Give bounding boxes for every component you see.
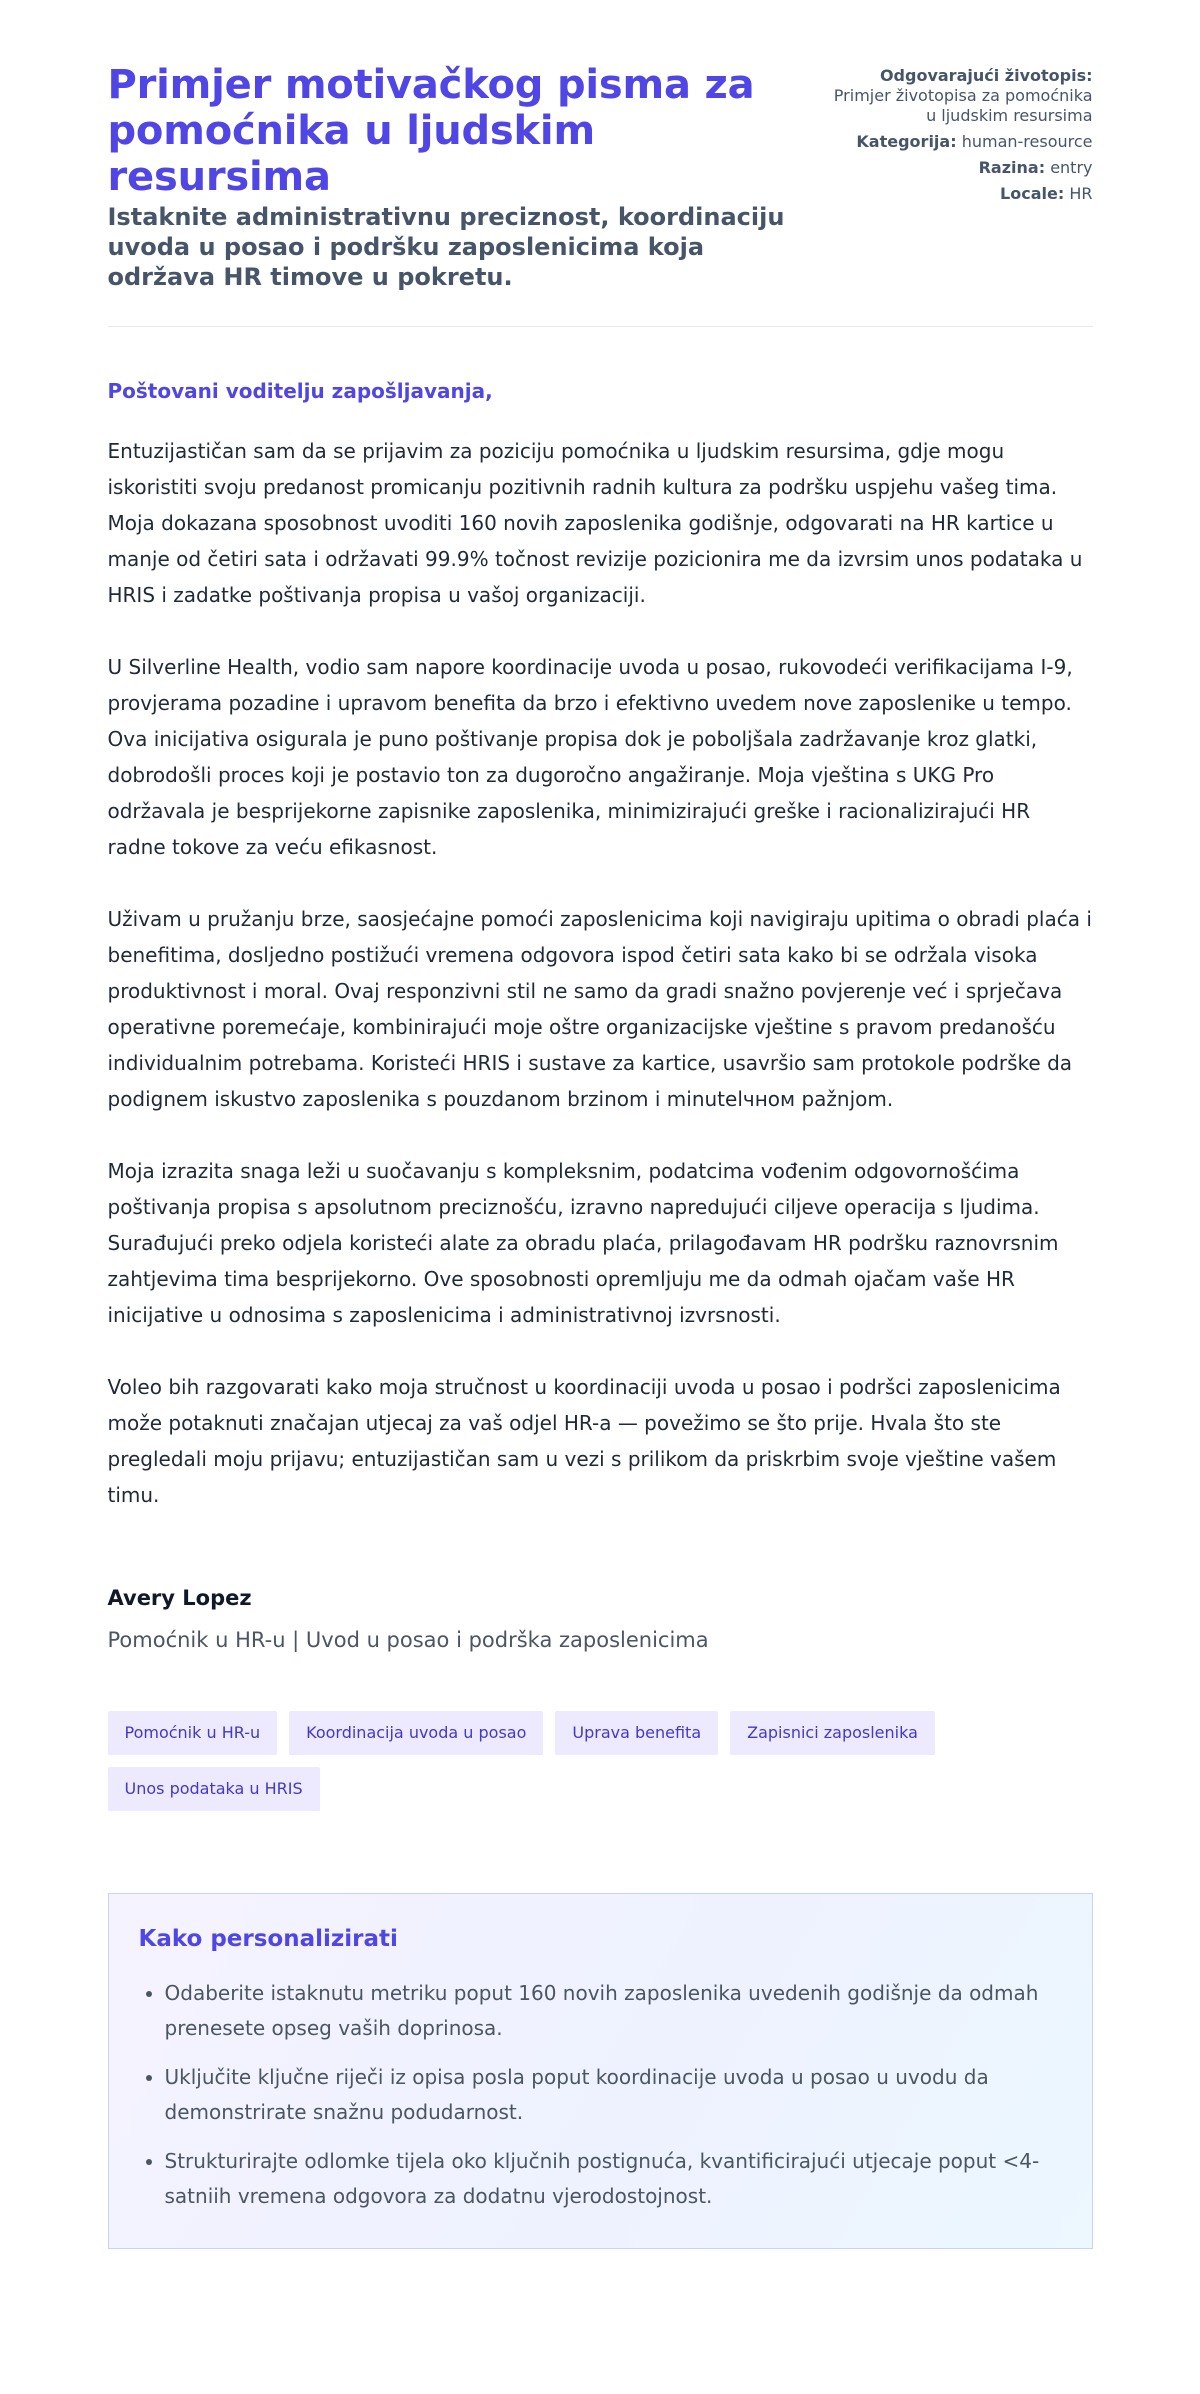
- skill-tag[interactable]: Unos podataka u HRIS: [108, 1767, 320, 1811]
- page-subtitle: Istaknite administrativnu preciznost, koordinaciju uvoda u posao i podršku zaposlenicima koja održava HR timove u pokretu.: [107, 203, 785, 291]
- letter-salutation: Poštovani voditelju zapošljavanja,: [107, 379, 493, 403]
- meta-locale-label: Locale:: [1000, 184, 1065, 203]
- meta-category-value: human-resource: [961, 132, 1093, 151]
- tips-title: Kako personalizirati: [138, 1926, 398, 1952]
- letter-paragraph: U Silverline Health, vodio sam napore koordinacije uvoda u posao, rukovodeći verifikacijama I-9, provjerama pozadine i upravom benefita da brzo i efektivno uvedem nove zaposlenike u tempo. Ova inicijativa osigurala je puno poštivanje propisa dok je poboljšala zadržavanje kroz glatki, dobrodošli proces koji je postavio ton za dugoročno angažiranje. Moja vještina s UKG Pro održavala je besprijekorne zapisnike zaposlenika, minimizirajući greške i racionalizirajući HR radne tokove za veću efikasnost.: [107, 655, 1073, 859]
- meta-level-value: entry: [1050, 158, 1093, 177]
- meta-category-label: Kategorija:: [856, 132, 957, 151]
- tips-item: • Strukturirajte odlomke tijela oko ključnih postignuća, kvantificirajući utjecaje poput <4-satniih vremena odgovora za dodatnu vjerodostojnost.: [165, 2144, 1062, 2214]
- letter-paragraph: Moja izrazita snaga leži u suočavanju s kompleksnim, podatcima vođenim odgovornošćima poštivanja propisa s apsolutnom preciznošću, izravno napredujući ciljeve operacija s ljudima. Surađujući preko odjela koristeći alate za obradu plaća, prilagođavam HR podršku raznovrsnim zahtjevima tima besprijekorno. Ove sposobnosti opremljuju me da odmah ojačam vaše HR inicijative u odnosima s zaposlenicima i administrativnoj izvrsnosti.: [107, 1159, 1059, 1327]
- meta-resume-link[interactable]: Primjer životopisa za pomoćnika u ljudskim resursima: [833, 86, 1093, 125]
- letter-paragraph: Uživam u pružanju brze, saosjećajne pomoći zaposlenicima koji navigiraju upitima o obradi plaća i benefitima, dosljedno postižući vremena odgovora ispod četiri sata kako bi se održala visoka produktivnost i moral. Ovaj responzivni stil ne samo da gradi snažno povjerenje već i sprječava operativne poremećaje, kombinirajući moje oštre organizacijske vještine s pravom predanošću individualnim potrebama. Koristeći HRIS i sustave za kartice, usavršio sam protokole podrške da podignem iskustvo zaposlenika s pouzdanom brzinom i minutelчном pažnjom.: [107, 907, 1092, 1111]
- meta-level: [833, 158, 1093, 178]
- skill-tag[interactable]: Pomoćnik u HR-u: [108, 1711, 278, 1755]
- skill-tag[interactable]: Uprava benefita: [555, 1711, 718, 1755]
- page-title: Primjer motivačkog pisma za pomoćnika u ljudskim resursima: [107, 62, 755, 200]
- meta-panel: [833, 62, 1093, 210]
- personalize-tips-box: [108, 1893, 1093, 2249]
- page-header: [108, 62, 1093, 327]
- meta-locale-value: HR: [1069, 184, 1093, 203]
- letter-paragraph: Entuzijastičan sam da se prijavim za poziciju pomoćnika u ljudskim resursima, gdje mogu iskoristiti svoju predanost promicanju pozitivnih radnih kultura za podršku uspjehu vašeg tima. Moja dokazana sposobnost uvoditi 160 novih zaposlenika godišnje, odgovarati na HR kartice u manje od četiri sata i održavati 99.9% točnost revizije pozicionira me da izvrsim unos podataka u HRIS i zadatke poštivanja propisa u vašoj organizaciji.: [107, 439, 1083, 607]
- meta-locale: [833, 184, 1093, 204]
- meta-category: [833, 132, 1093, 152]
- skill-tag[interactable]: Koordinacija uvoda u posao: [289, 1711, 543, 1755]
- letter-paragraph: Voleo bih razgovarati kako moja stručnost u koordinaciji uvoda u posao i podršci zaposlenicima može potaknuti značajan utjecaj za vaš odjel HR-a — povežimo se što prije. Hvala što ste pregledali moju prijavu; entuzijastičan sam u vezi s prilikom da priskrbim svoje vještine vašem timu.: [107, 1375, 1061, 1507]
- tips-item: • Uključite ključne riječi iz opisa posla poput koordinacije uvoda u posao u uvodu da demonstrirate snažnu podudarnost.: [165, 2060, 1062, 2130]
- skill-tags: [108, 1711, 1008, 1811]
- tips-item: • Odaberite istaknutu metriku poput 160 novih zaposlenika uvedenih godišnje da odmah prenesete opseg vaših doprinosa.: [165, 1976, 1062, 2046]
- tips-list: [139, 1976, 1062, 2214]
- meta-resume: [833, 66, 1093, 126]
- cover-letter-page: [108, 0, 1093, 2249]
- skill-tag[interactable]: Zapisnici zaposlenika: [730, 1711, 935, 1755]
- meta-level-label: Razina:: [978, 158, 1046, 177]
- signature-name: Avery Lopez: [107, 1586, 252, 1610]
- signature-block: [108, 1583, 1093, 1655]
- header-titles: [108, 62, 788, 292]
- signature-role: Pomoćnik u HR-u | Uvod u posao i podrška zaposlenicima: [107, 1628, 709, 1652]
- meta-resume-label: Odgovarajući životopis:: [879, 66, 1093, 85]
- letter-body: [108, 327, 1093, 1513]
